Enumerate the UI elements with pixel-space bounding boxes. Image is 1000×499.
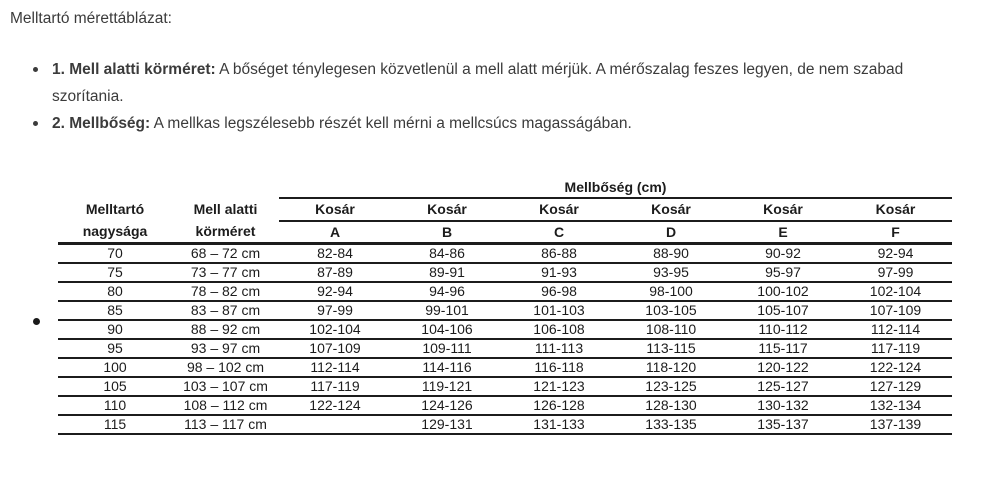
table-row bbox=[58, 396, 952, 415]
list-item-bust bbox=[52, 110, 970, 137]
table-cell: 101-103 bbox=[503, 301, 615, 320]
table-cell: 128-130 bbox=[615, 396, 727, 415]
table-cell: 116-118 bbox=[503, 358, 615, 377]
kosar-header-row bbox=[58, 198, 952, 221]
table-cell: 117-119 bbox=[279, 377, 391, 396]
table-cell: 68 – 72 cm bbox=[172, 244, 279, 263]
table-cell: 80 bbox=[58, 282, 172, 301]
instruction-label: 2. Mellbőség: bbox=[52, 115, 151, 132]
table-cell: 100 bbox=[58, 358, 172, 377]
table-cell bbox=[279, 415, 391, 434]
table-cell: 100-102 bbox=[727, 282, 839, 301]
bust-group-header: Mellbőség (cm) bbox=[279, 177, 952, 198]
table-cell: 111-113 bbox=[503, 339, 615, 358]
cup-header: F bbox=[839, 221, 952, 244]
table-cell: 109-111 bbox=[391, 339, 503, 358]
table-cell: 129-131 bbox=[391, 415, 503, 434]
size-table bbox=[58, 177, 952, 435]
table-cell: 110 bbox=[58, 396, 172, 415]
table-row bbox=[58, 282, 952, 301]
table-cell: 110-112 bbox=[727, 320, 839, 339]
table-cell: 99-101 bbox=[391, 301, 503, 320]
instruction-text: A mellkas legszélesebb részét kell mérni a mellcsúcs magasságában. bbox=[153, 115, 632, 132]
cup-header: A bbox=[279, 221, 391, 244]
instruction-text: A bőséget ténylegesen közvetlenül a mell alatt mérjük. A mérőszalag feszes legyen, de nem szabad szorítania. bbox=[52, 61, 904, 105]
table-cell: 89-91 bbox=[391, 263, 503, 282]
table-cell: 102-104 bbox=[839, 282, 952, 301]
table-cell: 122-124 bbox=[279, 396, 391, 415]
table-cell: 132-134 bbox=[839, 396, 952, 415]
cup-header: C bbox=[503, 221, 615, 244]
kosar-header: Kosár bbox=[839, 198, 952, 221]
table-cell: 104-106 bbox=[391, 320, 503, 339]
table-cell: 78 – 82 cm bbox=[172, 282, 279, 301]
table-cell: 118-120 bbox=[615, 358, 727, 377]
table-cell: 87-89 bbox=[279, 263, 391, 282]
bullet-icon bbox=[33, 67, 38, 72]
table-row bbox=[58, 415, 952, 434]
table-row bbox=[58, 320, 952, 339]
list-item-underbust bbox=[52, 56, 970, 110]
table-cell: 102-104 bbox=[279, 320, 391, 339]
table-cell: 117-119 bbox=[839, 339, 952, 358]
table-cell: 98 – 102 cm bbox=[172, 358, 279, 377]
table-cell: 92-94 bbox=[279, 282, 391, 301]
table-cell: 105-107 bbox=[727, 301, 839, 320]
table-cell: 131-133 bbox=[503, 415, 615, 434]
table-cell: 135-137 bbox=[727, 415, 839, 434]
table-row bbox=[58, 244, 952, 263]
table-cell: 133-135 bbox=[615, 415, 727, 434]
table-cell: 94-96 bbox=[391, 282, 503, 301]
table-cell: 137-139 bbox=[839, 415, 952, 434]
kosar-header: Kosár bbox=[615, 198, 727, 221]
table-cell: 96-98 bbox=[503, 282, 615, 301]
table-cell: 103-105 bbox=[615, 301, 727, 320]
table-cell: 95 bbox=[58, 339, 172, 358]
table-cell: 103 – 107 cm bbox=[172, 377, 279, 396]
table-cell: 88-90 bbox=[615, 244, 727, 263]
table-cell: 82-84 bbox=[279, 244, 391, 263]
kosar-header: Kosár bbox=[503, 198, 615, 221]
cup-header: B bbox=[391, 221, 503, 244]
table-cell: 98-100 bbox=[615, 282, 727, 301]
table-cell: 114-116 bbox=[391, 358, 503, 377]
table-cell: 91-93 bbox=[503, 263, 615, 282]
size-column-header: Melltartó nagysága bbox=[58, 198, 172, 244]
table-cell: 83 – 87 cm bbox=[172, 301, 279, 320]
bullet-icon bbox=[33, 121, 38, 126]
table-cell: 90-92 bbox=[727, 244, 839, 263]
table-cell: 121-123 bbox=[503, 377, 615, 396]
table-row bbox=[58, 339, 952, 358]
table-cell: 112-114 bbox=[839, 320, 952, 339]
kosar-header: Kosár bbox=[727, 198, 839, 221]
table-cell: 122-124 bbox=[839, 358, 952, 377]
header-spacer bbox=[58, 177, 279, 198]
table-cell: 113 – 117 cm bbox=[172, 415, 279, 434]
table-cell: 90 bbox=[58, 320, 172, 339]
table-row bbox=[58, 377, 952, 396]
table-cell: 106-108 bbox=[503, 320, 615, 339]
table-row bbox=[58, 301, 952, 320]
table-cell: 93-95 bbox=[615, 263, 727, 282]
underbust-column-header: Mell alatti körméret bbox=[172, 198, 279, 244]
table-cell: 95-97 bbox=[727, 263, 839, 282]
table-cell: 73 – 77 cm bbox=[172, 263, 279, 282]
bullet-icon bbox=[33, 318, 40, 325]
instruction-label: 1. Mell alatti körméret: bbox=[52, 61, 216, 78]
table-cell: 115 bbox=[58, 415, 172, 434]
table-cell: 120-122 bbox=[727, 358, 839, 377]
table-cell: 97-99 bbox=[839, 263, 952, 282]
table-cell: 86-88 bbox=[503, 244, 615, 263]
table-cell: 126-128 bbox=[503, 396, 615, 415]
table-cell: 93 – 97 cm bbox=[172, 339, 279, 358]
instructions-list bbox=[52, 56, 970, 137]
kosar-header: Kosár bbox=[279, 198, 391, 221]
cup-header: D bbox=[615, 221, 727, 244]
table-row bbox=[58, 263, 952, 282]
table-cell: 105 bbox=[58, 377, 172, 396]
table-cell: 130-132 bbox=[727, 396, 839, 415]
table-cell: 127-129 bbox=[839, 377, 952, 396]
table-cell: 125-127 bbox=[727, 377, 839, 396]
table-cell: 70 bbox=[58, 244, 172, 263]
table-cell: 112-114 bbox=[279, 358, 391, 377]
table-cell: 107-109 bbox=[839, 301, 952, 320]
table-cell: 85 bbox=[58, 301, 172, 320]
table-cell: 123-125 bbox=[615, 377, 727, 396]
cup-header: E bbox=[727, 221, 839, 244]
table-cell: 92-94 bbox=[839, 244, 952, 263]
table-cell: 124-126 bbox=[391, 396, 503, 415]
table-cell: 119-121 bbox=[391, 377, 503, 396]
kosar-header: Kosár bbox=[391, 198, 503, 221]
table-cell: 115-117 bbox=[727, 339, 839, 358]
table-header bbox=[58, 177, 952, 244]
table-cell: 75 bbox=[58, 263, 172, 282]
table-cell: 108-110 bbox=[615, 320, 727, 339]
table-cell: 84-86 bbox=[391, 244, 503, 263]
table-cell: 108 – 112 cm bbox=[172, 396, 279, 415]
group-header-row bbox=[58, 177, 952, 198]
table-cell: 88 – 92 cm bbox=[172, 320, 279, 339]
page-title: Melltartó mérettáblázat: bbox=[10, 10, 172, 27]
table-cell: 107-109 bbox=[279, 339, 391, 358]
table-cell: 113-115 bbox=[615, 339, 727, 358]
table-body bbox=[58, 244, 952, 434]
table-row bbox=[58, 358, 952, 377]
table-cell: 97-99 bbox=[279, 301, 391, 320]
